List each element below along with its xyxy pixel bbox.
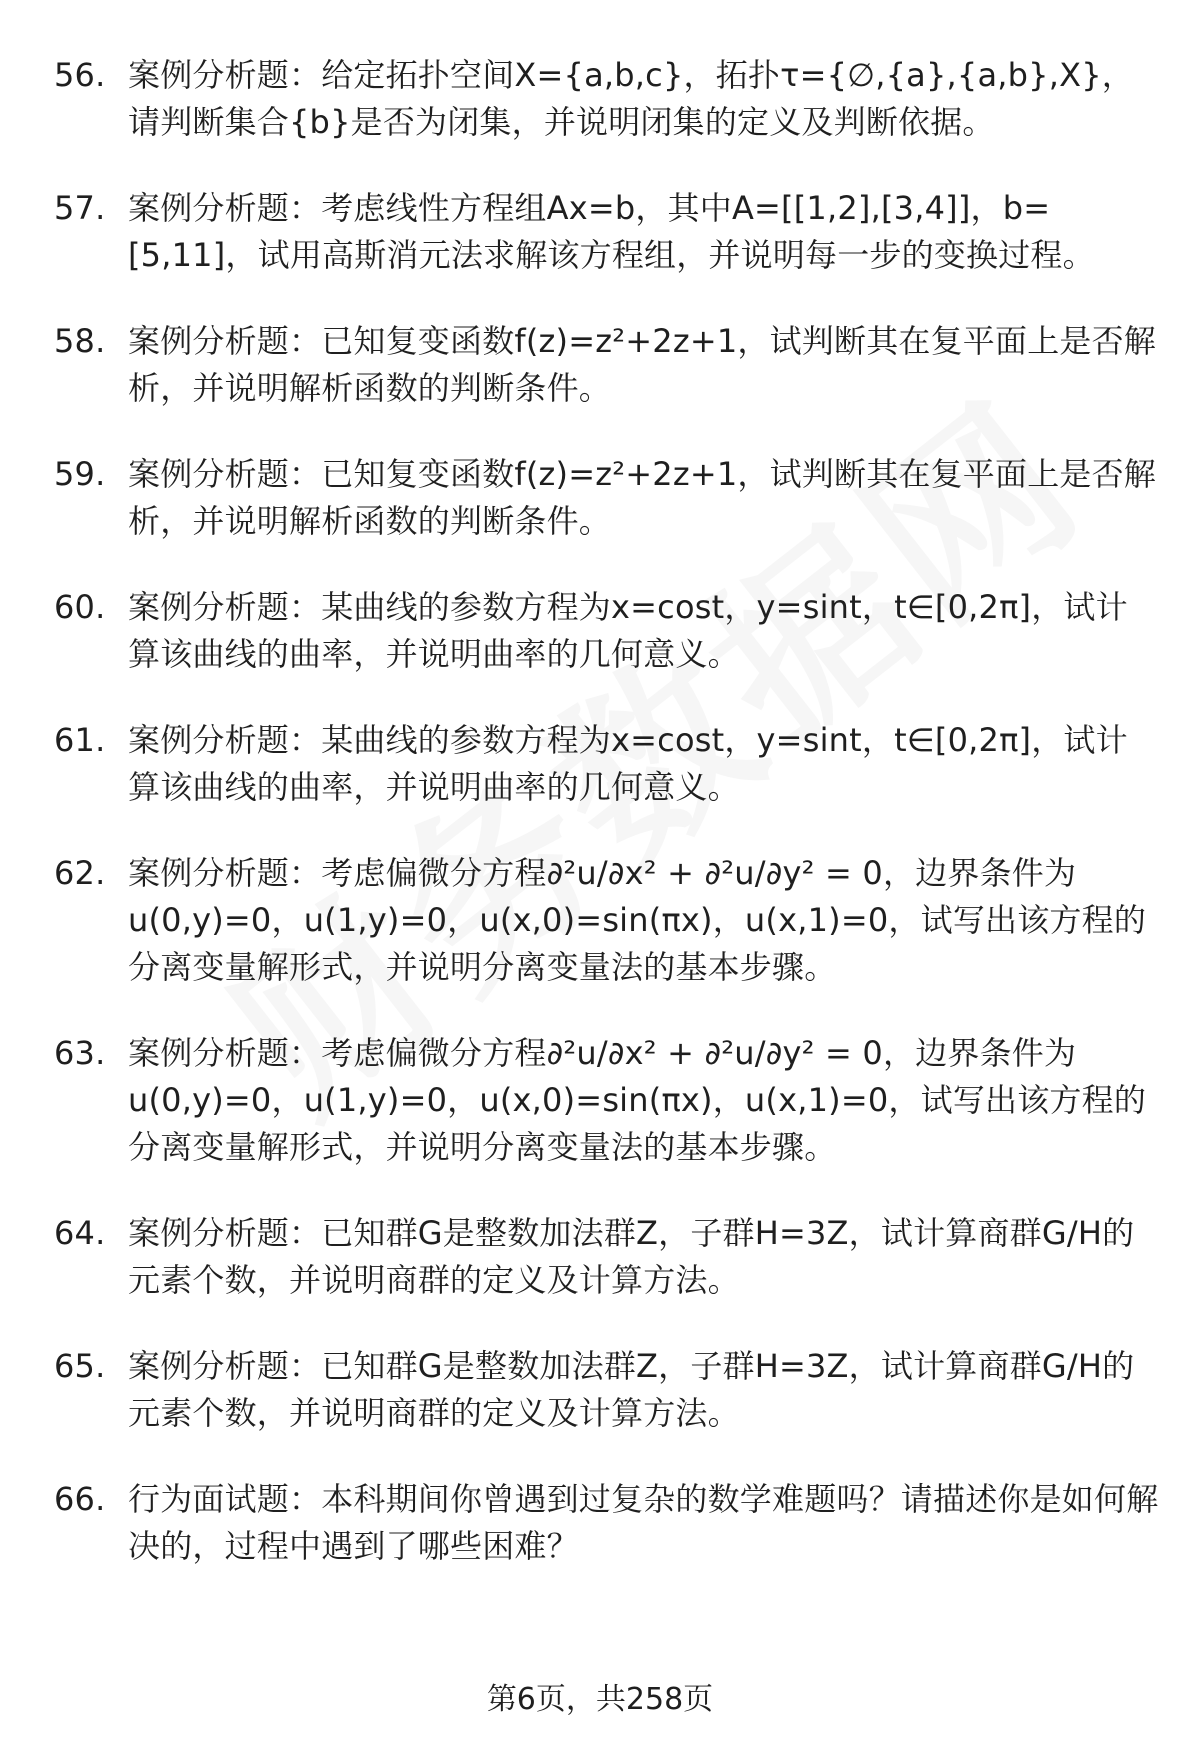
question-text: 案例分析题：考虑线性方程组Ax=b，其中A=[[1,2],[3,4]]，b=[5,11]，试用高斯消元法求解该方程组，并说明每一步的变换过程。 <box>128 189 1095 274</box>
question-text: 案例分析题：已知复变函数f(z)=z²+2z+1，试判断其在复平面上是否解析，并说明解析函数的判断条件。 <box>128 455 1157 540</box>
question-item <box>0 717 1200 811</box>
question-text: 案例分析题：给定拓扑空间X={a,b,c}，拓扑τ={∅,{a},{a,b},X}，请判断集合{b}是否为闭集，并说明闭集的定义及判断依据。 <box>128 56 1134 141</box>
question-item <box>0 1030 1200 1171</box>
question-number: 59. <box>54 455 106 493</box>
question-item <box>0 52 1200 146</box>
question-text: 案例分析题：已知群G是整数加法群Z，子群H=3Z，试计算商群G/H的元素个数，并说明商群的定义及计算方法。 <box>128 1214 1135 1299</box>
question-item <box>0 451 1200 545</box>
question-number: 62. <box>54 854 106 892</box>
question-number: 64. <box>54 1214 106 1252</box>
question-number: 61. <box>54 721 106 759</box>
question-text: 行为面试题：本科期间你曾遇到过复杂的数学难题吗？请描述你是如何解决的，过程中遇到了哪些困难？ <box>128 1480 1159 1565</box>
question-number: 56. <box>54 56 106 94</box>
question-number: 57. <box>54 189 106 227</box>
question-text: 案例分析题：已知复变函数f(z)=z²+2z+1，试判断其在复平面上是否解析，并说明解析函数的判断条件。 <box>128 322 1157 407</box>
question-number: 66. <box>54 1480 106 1518</box>
question-text: 案例分析题：某曲线的参数方程为x=cost，y=sint，t∈[0,2π]，试计算该曲线的曲率，并说明曲率的几何意义。 <box>128 721 1128 806</box>
question-item <box>0 1476 1200 1570</box>
question-item <box>0 318 1200 412</box>
question-item <box>0 584 1200 678</box>
question-list <box>0 52 1200 1609</box>
question-item <box>0 185 1200 279</box>
question-number: 65. <box>54 1347 106 1385</box>
question-text: 案例分析题：已知群G是整数加法群Z，子群H=3Z，试计算商群G/H的元素个数，并说明商群的定义及计算方法。 <box>128 1347 1135 1432</box>
question-number: 58. <box>54 322 106 360</box>
page-footer <box>0 1680 1200 1720</box>
question-number: 60. <box>54 588 106 626</box>
question-item <box>0 1343 1200 1437</box>
question-text: 案例分析题：考虑偏微分方程∂²u/∂x² + ∂²u/∂y² = 0，边界条件为u(0,y)=0，u(1,y)=0，u(x,0)=sin(πx)，u(x,1)=0，试写出该方程的分离变量解形式，并说明分离变量法的基本步骤。 <box>128 1034 1147 1166</box>
page-number-label: 第6页，共258页 <box>486 1682 714 1717</box>
question-item <box>0 850 1200 991</box>
question-item <box>0 1210 1200 1304</box>
question-text: 案例分析题：考虑偏微分方程∂²u/∂x² + ∂²u/∂y² = 0，边界条件为u(0,y)=0，u(1,y)=0，u(x,0)=sin(πx)，u(x,1)=0，试写出该方程的分离变量解形式，并说明分离变量法的基本步骤。 <box>128 854 1147 986</box>
question-number: 63. <box>54 1034 106 1072</box>
question-text: 案例分析题：某曲线的参数方程为x=cost，y=sint，t∈[0,2π]，试计算该曲线的曲率，并说明曲率的几何意义。 <box>128 588 1128 673</box>
